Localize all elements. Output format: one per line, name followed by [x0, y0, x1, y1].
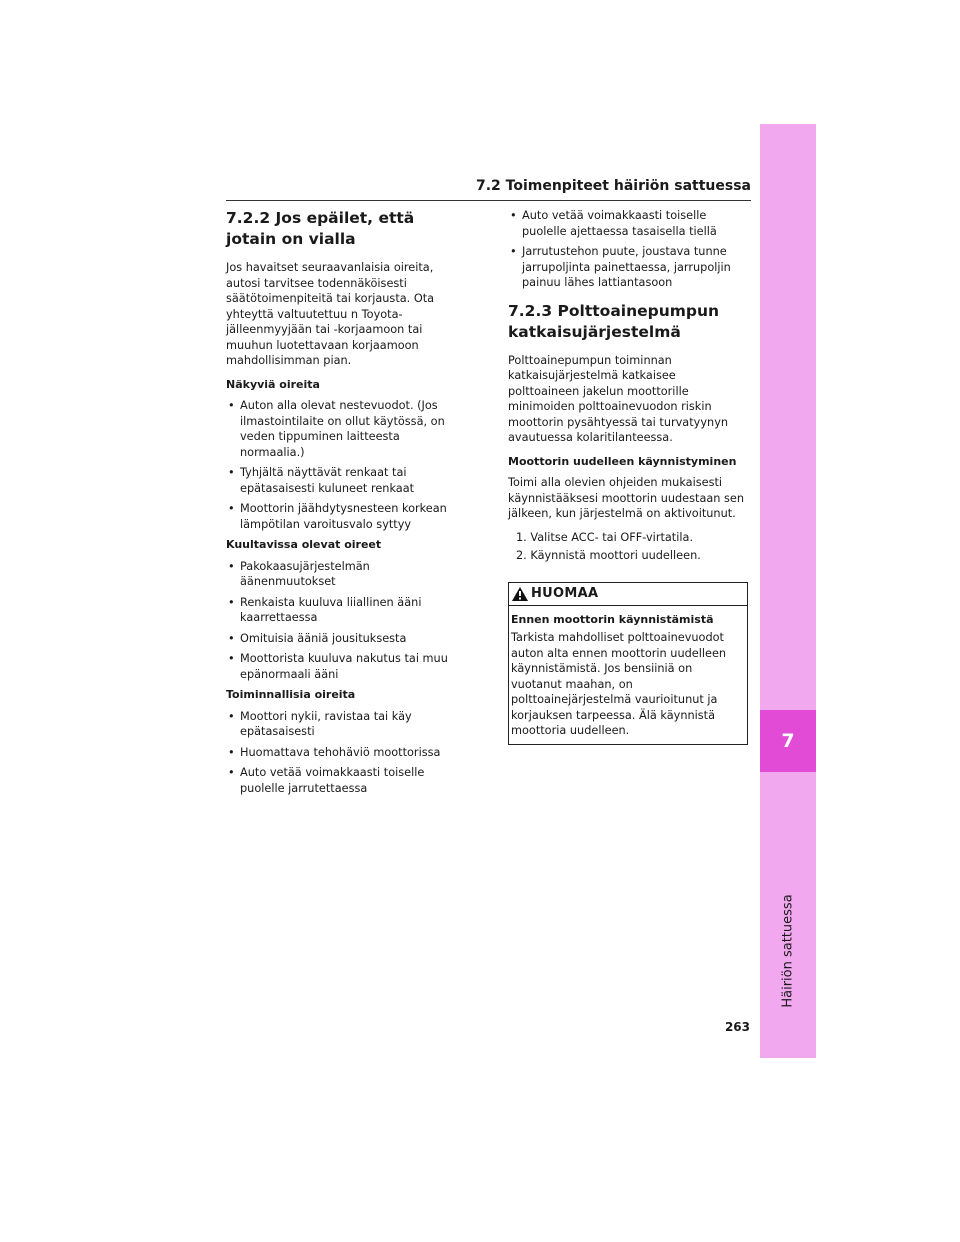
restart-steps — [516, 530, 748, 564]
functional-symptoms-heading: Toiminnallisia oireita — [226, 688, 356, 701]
list-item: • Auto vetää voimakkaasti toiselle puolelle ajettaessa tasaisella tiellä — [508, 208, 748, 239]
left-column — [226, 208, 466, 801]
chapter-title-vertical — [766, 886, 810, 1016]
notice-body — [509, 606, 747, 744]
notice-text: Tarkista mahdolliset polttoainevuodot auton alta ennen moottorin uudelleen käynnistämistä. Jos bensiiniä on vuotanut maahan, on polttoainejärjestelmä vaurioitunut ja korjauksen tarpeessa. Älä käynnistä moottoria uudelleen. — [511, 631, 727, 737]
list-item: • Omituisia ääniä jousituksesta — [226, 631, 466, 647]
functional-symptoms-continued-list — [508, 208, 748, 291]
page-header — [226, 176, 751, 201]
section-title: 7.2 Toimenpiteet häiriön sattuessa — [475, 178, 751, 194]
chapter-number-box — [760, 710, 816, 772]
chapter-number: 7 — [781, 730, 795, 752]
notice-label: HUOMAA — [531, 586, 599, 601]
visible-symptoms-list — [226, 398, 466, 532]
step-item: 2. Käynnistä moottori uudelleen. — [516, 549, 701, 562]
notice-header — [509, 583, 747, 606]
list-item: • Jarrutustehon puute, joustava tunne jarrupoljinta painettaessa, jarrupoljin painuu lähes lattiantasoon — [508, 244, 748, 291]
intro-paragraph: Jos havaitset seuraavanlaisia oireita, autosi tarvitsee todennäköisesti säätötoimenpiteitä tai korjausta. Ota yhteyttä valtuutettuu n Toyota-jälleenmyyjään tai -korjaamoon tai muuhun luotettavaan korjaamoon mahdollisimman pian. — [226, 261, 435, 367]
list-item: • Pakokaasujärjestelmän äänenmuutokset — [226, 559, 466, 590]
restart-intro: Toimi alla olevien ohjeiden mukaisesti käynnistääksesi moottorin uudestaan sen jälkeen, kun järjestelmä on aktivoitunut. — [508, 476, 745, 520]
functional-symptoms-list — [226, 709, 466, 797]
audible-symptoms-heading: Kuultavissa olevat oireet — [226, 538, 382, 551]
list-item: • Moottorista kuuluva nakutus tai muu epänormaali ääni — [226, 651, 466, 682]
audible-symptoms-list — [226, 559, 466, 683]
chapter-side-tab — [760, 124, 816, 1058]
section-heading-723: 7.2.3 Polttoainepumpun katkaisujärjestelmä — [508, 301, 720, 341]
chapter-title: Häiriön sattuessa — [780, 894, 796, 1008]
visible-symptoms-heading: Näkyviä oireita — [226, 377, 320, 391]
list-item: • Renkaista kuuluva liiallinen ääni kaarrettaessa — [226, 595, 466, 626]
list-item: • Moottorin jäähdytysnesteen korkean lämpötilan varoitusvalo syttyy — [226, 501, 466, 532]
notice-subheading: Ennen moottorin käynnistämistä — [511, 612, 714, 626]
section-heading-722: 7.2.2 Jos epäilet, että jotain on vialla — [226, 209, 415, 248]
restart-heading: Moottorin uudelleen käynnistyminen — [508, 454, 737, 468]
page-number: 263 — [724, 1020, 750, 1034]
list-item: • Moottori nykii, ravistaa tai käy epätasaisesti — [226, 709, 466, 740]
list-item: • Auton alla olevat nestevuodot. (Jos ilmastointilaite on ollut käytössä, on veden tippuminen laitteesta normaalia.) — [226, 398, 466, 460]
list-item: • Tyhjältä näyttävät renkaat tai epätasaisesti kuluneet renkaat — [226, 465, 466, 496]
warning-hand-icon — [511, 586, 529, 602]
notice-box — [508, 582, 748, 745]
list-item: • Huomattava tehohäviö moottorissa — [226, 745, 466, 761]
fuel-cutoff-intro: Polttoainepumpun toiminnan katkaisujärjestelmä katkaisee polttoaineen jakelun moottorille minimoiden polttoainevuodon riskin moottorin pysähtyessä tai turvatyynyn avautuessa kolaritilanteessa. — [508, 353, 729, 444]
list-item: • Auto vetää voimakkaasti toiselle puolelle jarrutettaessa — [226, 765, 466, 796]
step-item: 1. Valitse ACC- tai OFF-virtatila. — [516, 530, 694, 544]
right-column — [508, 208, 748, 745]
